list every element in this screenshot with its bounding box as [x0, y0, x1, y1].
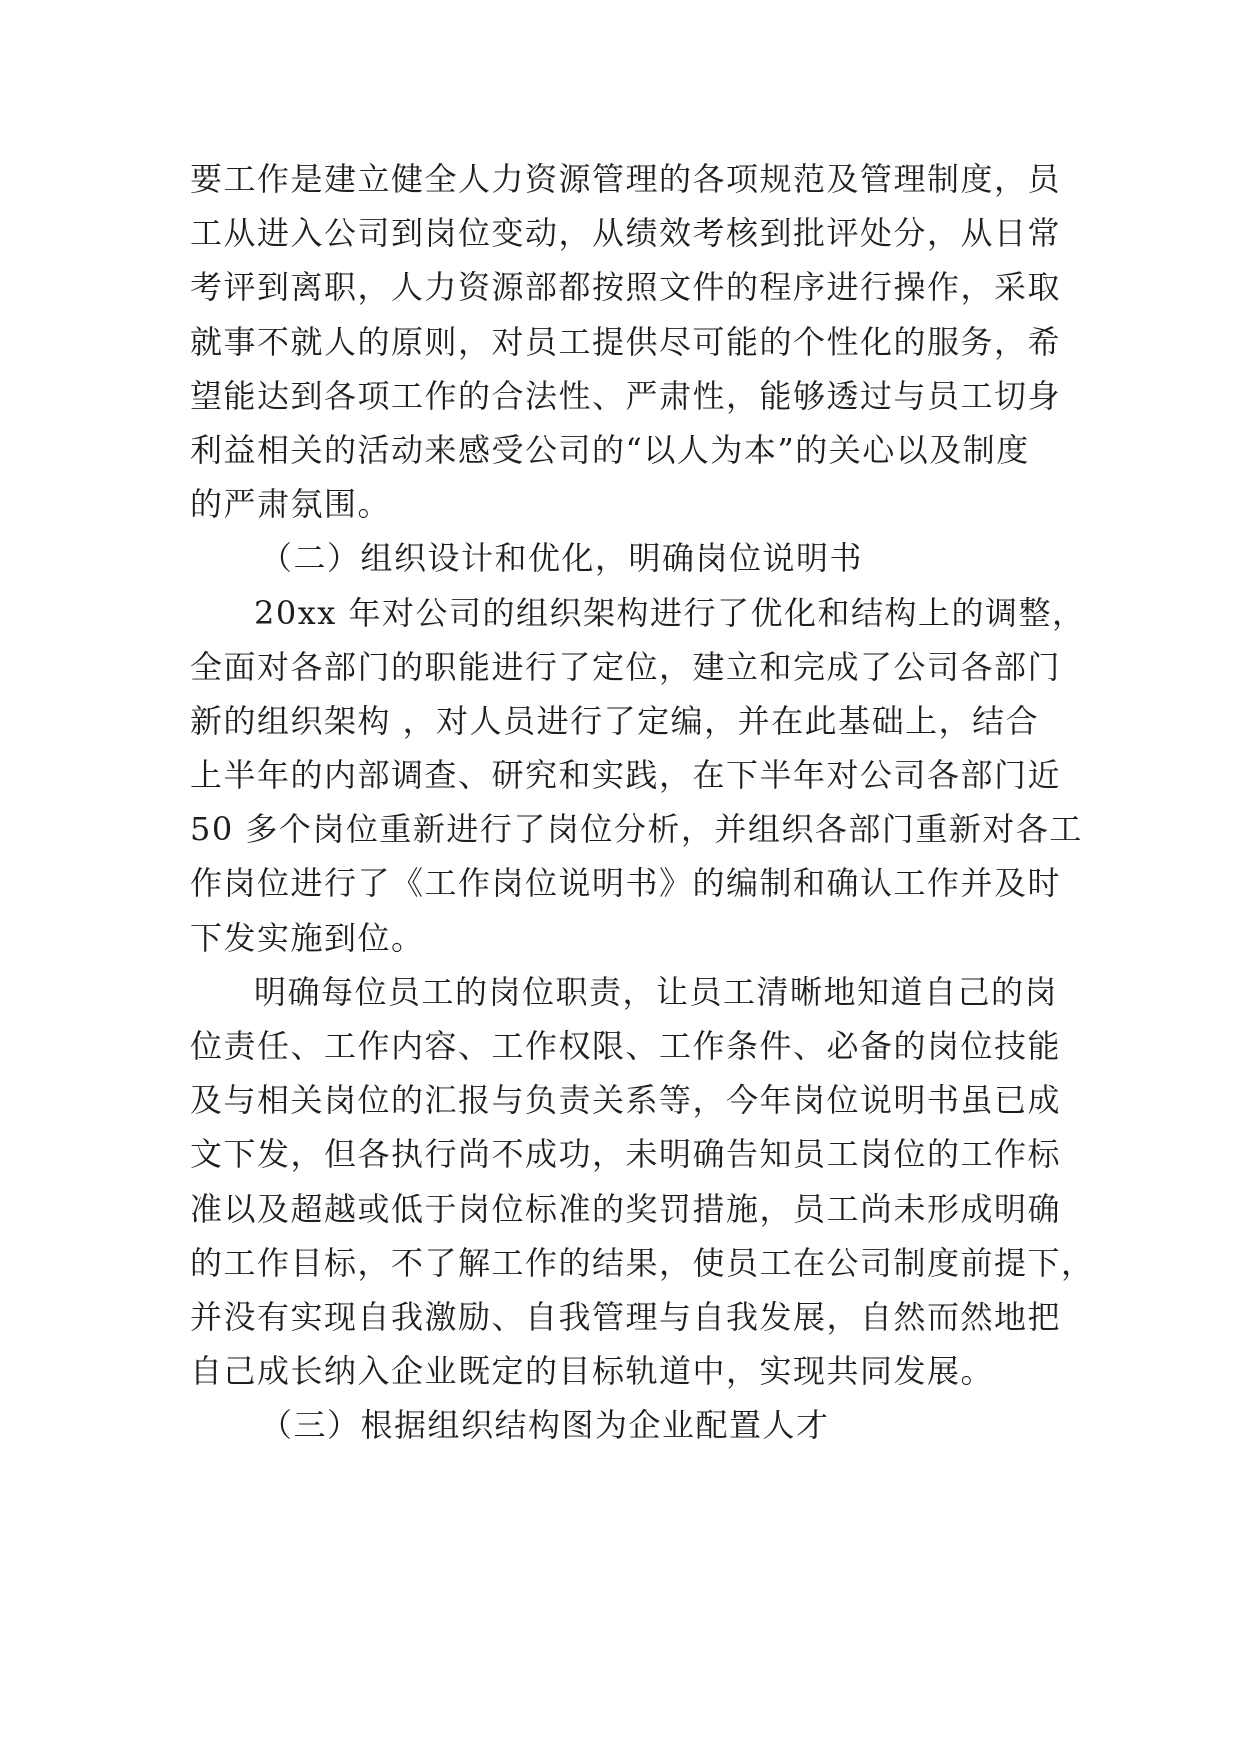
paragraph-line: 全面对各部门的职能进行了定位，建立和完成了公司各部门: [190, 647, 1062, 686]
paragraph-line: 利益相关的活动来感受公司的“以人为本”的关心以及制度: [190, 430, 1030, 469]
paragraph-line: 下发实施到位。: [190, 918, 425, 957]
paragraph-first-line: 20xx 年对公司的组织架构进行了优化和结构上的调整，: [254, 593, 1086, 632]
section-heading: （三）根据组织结构图为企业配置人才: [260, 1406, 830, 1445]
paragraph-line: 作岗位进行了《工作岗位说明书》的编制和确认工作并及时: [190, 864, 1062, 903]
body-text: [190, 152, 1095, 1453]
paragraph-line: 并没有实现自我激励、自我管理与自我发展，自然而然地把: [190, 1297, 1062, 1336]
paragraph-line: 新的组织架构 ，对人员进行了定编，并在此基础上，结合: [190, 701, 1040, 740]
paragraph-line: 上半年的内部调查、研究和实践，在下半年对公司各部门近: [190, 756, 1062, 795]
paragraph-line: 位责任、工作内容、工作权限、工作条件、必备的岗位技能: [190, 1027, 1062, 1065]
paragraph-first-line: 明确每位员工的岗位职责，让员工清晰地知道自己的岗: [254, 972, 1059, 1011]
paragraph-line: 的严肃氛围。: [190, 485, 392, 524]
paragraph-line: 文下发，但各执行尚不成功，未明确告知员工岗位的工作标: [190, 1135, 1062, 1174]
paragraph-line: 自己成长纳入企业既定的目标轨道中，实现共同发展。: [190, 1352, 995, 1391]
paragraph-line: 要工作是建立健全人力资源管理的各项规范及管理制度，员: [190, 160, 1062, 198]
paragraph-line: 望能达到各项工作的合法性、严肃性，能够透过与员工切身: [190, 376, 1062, 415]
paragraph-line: 考评到离职，人力资源部都按照文件的程序进行操作，采取: [190, 268, 1062, 307]
section-heading: （二）组织设计和优化，明确岗位说明书: [260, 539, 864, 578]
paragraph-line: 的工作目标，不了解工作的结果，使员工在公司制度前提下，: [190, 1243, 1095, 1282]
paragraph-line: 准以及超越或低于岗位标准的奖罚措施，员工尚未形成明确: [190, 1189, 1062, 1228]
paragraph-line: 及与相关岗位的汇报与负责关系等，今年岗位说明书虽已成: [190, 1081, 1062, 1120]
paragraph-line: 就事不就人的原则，对员工提供尽可能的个性化的服务，希: [190, 322, 1062, 361]
paragraph-line: 工从进入公司到岗位变动，从绩效考核到批评处分，从日常: [190, 214, 1062, 253]
paragraph-line: 50 多个岗位重新进行了岗位分析，并组织各部门重新对各工: [190, 810, 1083, 849]
